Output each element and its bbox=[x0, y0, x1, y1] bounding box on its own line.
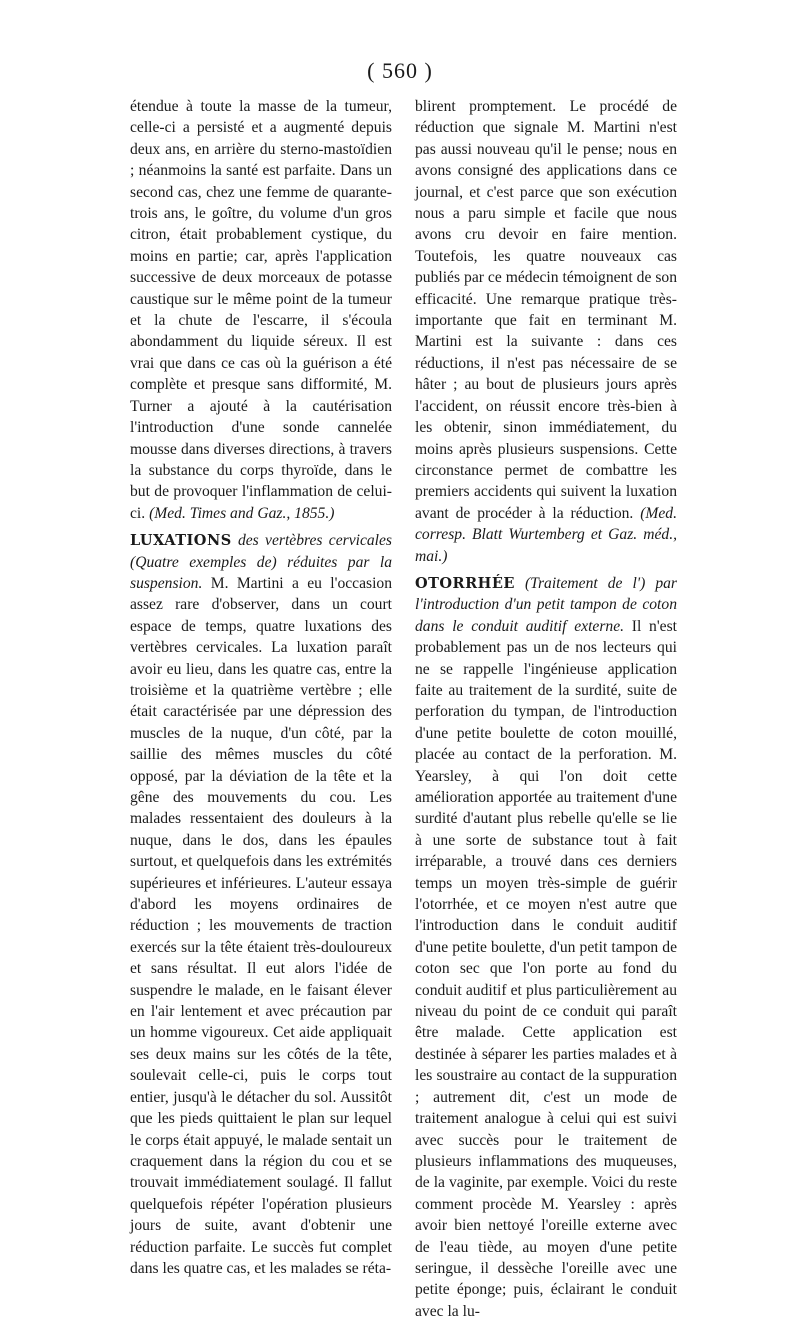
section-body: M. Martini a eu l'occasion assez rare d'observer, dans un court espace de temps, quatre luxations des vertèbres cervicales. La luxation paraît avoir eu lieu, dans les quatre cas, entre la troisième et la quatrième vertèbre ; elle était caractérisée par une dépression des muscles de la nuque, d'un côté, par la saillie des mêmes muscles du côté opposé, par la déviation de la tête et la gêne des mouvements du cou. Les malades ressentaient des douleurs à la nuque, dans le dos, dans les épaules surtout, et quelquefois dans les extrémités supérieures et inférieures. L'auteur essaya d'abord les moyens ordinaires de réduction ; les mouvements de traction exercés sur la tête étaient très-douloureux et sans résultat. Il eut alors l'idée de suspendre le malade, en le faisant élever en l'air lentement et avec précaution par un homme vigoureux. Cet aide appliquait ses deux mains sur les côtés de la tête, soulevait celle-ci, puis le corps tout entier, jusqu'à le détacher du sol. Aussitôt que les pieds quittaient le plan sur lequel le corps était appuyé, le malade sentait un craquement dans la région du cou et se trouvait immédiatement soulagé. Il fallut quelquefois répéter l'opération plusieurs jours de suite, avant d'obtenir une réduction parfaite. Le succès fut complet dans les quatre cas, et les malades se réta- bbox=[130, 574, 392, 1277]
paragraph bbox=[130, 96, 392, 524]
section-title: (Traitement de l') par l'introduction d'un petit tampon de coton dans le conduit auditif externe. bbox=[415, 574, 677, 635]
page-number: ( 560 ) bbox=[367, 58, 433, 83]
section-heading: LUXATIONS bbox=[130, 532, 232, 550]
right-column bbox=[415, 96, 677, 1322]
section-title: des vertèbres cervicales (Quatre exemples de) réduites par la suspension. bbox=[130, 532, 392, 592]
citation: (Med. Times and Gaz., 1855.) bbox=[149, 504, 335, 522]
left-column bbox=[130, 96, 392, 1279]
section-body: Il n'est probablement pas un de nos lecteurs qui ne se rappelle l'ingénieuse application faite au traitement de la surdité, suite de perforation du tympan, de l'introduction d'une petite boulette de coton mouillé, placée au contact de la perforation. M. Yearsley, à qui l'on doit cette amélioration apportée au traitement d'une surdité d'autant plus rebelle qu'elle se lie à une sorte de substance tout à fait irréparable, a trouvé dans ces derniers temps un moyen très-simple de guérir l'otorrhée, et ce moyen n'est autre que l'introduction dans le conduit auditif d'une petite boulette, d'un petit tampon de coton sec que l'on porte au fond du conduit auditif et plus particulièrement au niveau du point de ce conduit qui paraît être malade. Cette application est destinée à séparer les parties malades et à les soustraire au contact de la suppuration ; autrement dit, c'est un mode de traitement analogue à celui qui est suivi avec succès pour le traitement de plusieurs inflammations des muqueuses, de la vaginite, par exemple. Voici du reste comment procède M. Yearsley : après avoir bien nettoyé l'oreille externe avec de l'eau tiède, au moyen d'une petite seringue, il dessèche l'oreille avec une petite éponge; puis, éclairant le conduit avec la lu- bbox=[415, 617, 677, 1320]
paragraph-text: étendue à toute la masse de la tumeur, celle-ci a persisté et a augmenté depuis deux ans, en arrière du sterno-mastoïdien ; néanmoins la santé est parfaite. Dans un second cas, chez une femme de quarante-trois ans, le goître, du volume d'un gros citron, était probablement cystique, du moins en partie; car, après l'application successive de deux morceaux de potasse caustique sur le même point de la tumeur et la chute de l'escarre, il s'écoula abondamment du liquide séreux. Il est vrai que dans ce cas où la guérison a été complète et presque sans difformité, M. Turner a ajouté à la cautérisation l'introduction d'une sonde cannelée mousse dans diverses directions, à travers la substance du corps thyroïde, dans le but de provoquer l'inflammation de celui-ci. bbox=[130, 98, 392, 522]
section-heading: OTORRHÉE bbox=[415, 574, 515, 592]
section-luxations bbox=[130, 530, 392, 1279]
section-otorrhee bbox=[415, 573, 677, 1322]
paragraph-text: blirent promptement. Le procédé de réduction que signale M. Martini n'est pas aussi nouveau qu'il le pense; nous en avons consigné des applications dans ce journal, et c'est parce que son exécution nous a paru simple et facile que nous avons cru devoir en faire mention. Toutefois, les quatre nouveaux cas publiés par ce médecin témoignent de son efficacité. Une remarque pratique très-importante que fait en terminant M. Martini est la suivante : dans ces réductions, il n'est pas nécessaire de se hâter ; au bout de plusieurs jours après l'accident, on réussit encore très-bien à les obtenir, sinon immédiatement, du moins après plusieurs suspensions. Cette circonstance permet de combattre les premiers accidents qui suivent la luxation avant de procéder à la réduction. bbox=[415, 98, 677, 522]
paragraph bbox=[415, 96, 677, 567]
citation: (Med. corresp. Blatt Wurtemberg et Gaz. méd., mai.) bbox=[415, 504, 677, 565]
